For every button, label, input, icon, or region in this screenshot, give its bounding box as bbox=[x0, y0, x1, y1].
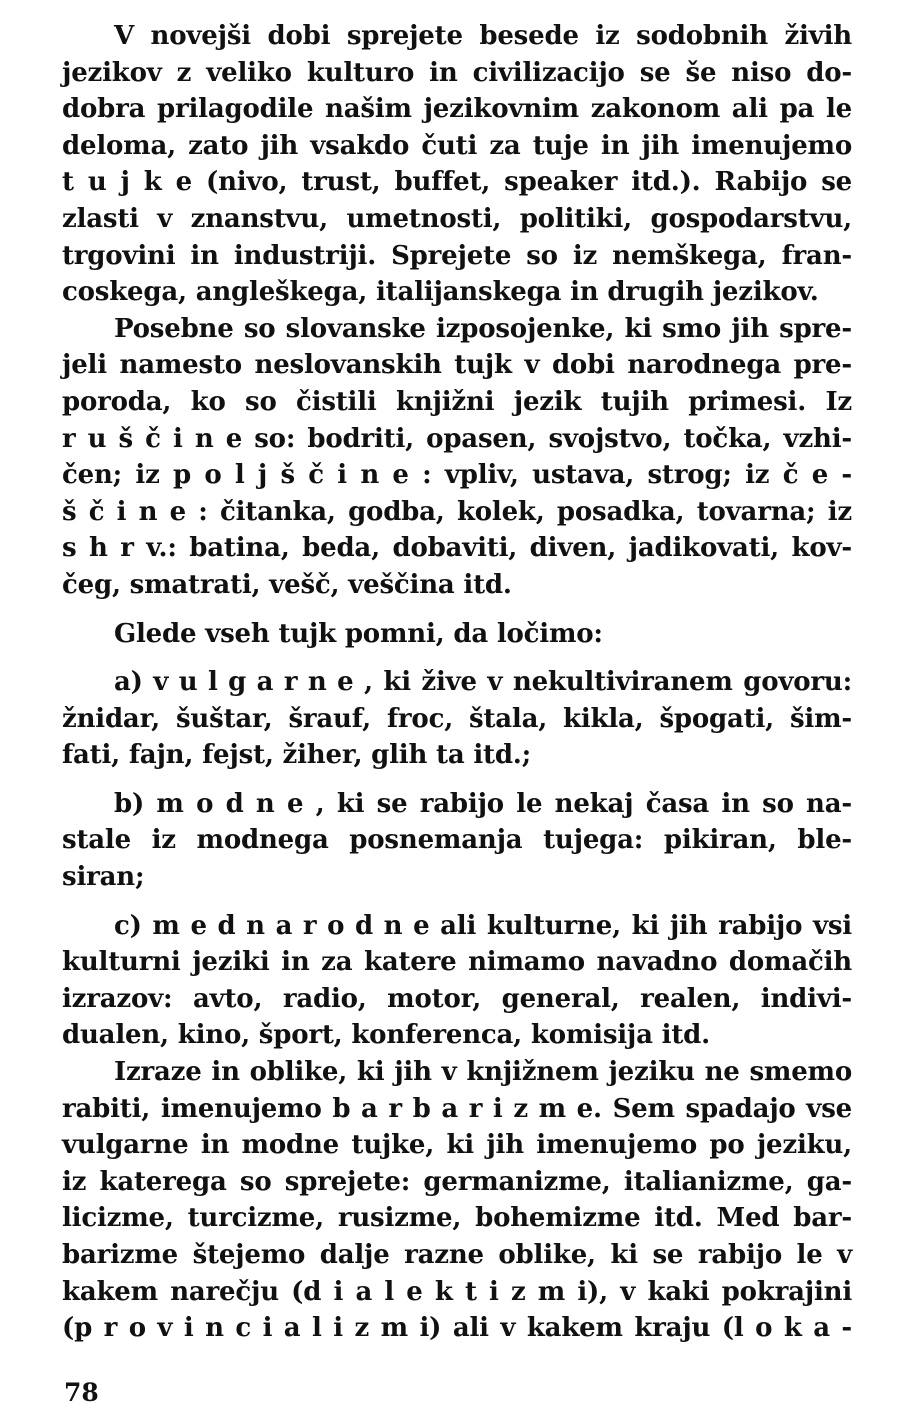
document-body bbox=[62, 18, 852, 1347]
text-line: poroda, ko so čistili knjižni jezik tujih primesi. Iz bbox=[62, 386, 852, 417]
text-line: rabiti, imenujemo b a r b a r i z m e. Sem spadajo vse bbox=[62, 1093, 852, 1124]
page-number: 78 bbox=[64, 1378, 99, 1407]
text-line: jeli namesto neslovanskih tujk v dobi narodnega pre- bbox=[62, 350, 852, 381]
text-line: barizme štejemo dalje razne oblike, ki se rabijo le v bbox=[62, 1240, 852, 1270]
text-line: Glede vseh tujk pomni, da ločimo: bbox=[114, 618, 603, 649]
text-line: deloma, zato jih vsakdo čuti za tuje in jih imenujemo bbox=[62, 130, 852, 161]
text-line: jezikov z veliko kulturo in civilizacijo se še niso do- bbox=[62, 57, 852, 88]
text-line: kakem narečju (d i a l e k t i z m i), v kaki pokrajini bbox=[62, 1276, 852, 1307]
paragraph-gap bbox=[62, 604, 852, 616]
text-line: V novejši dobi sprejete besede iz sodobnih živih bbox=[114, 21, 852, 51]
text-line: zlasti v znanstvu, umetnosti, politiki, gospodarstvu, bbox=[62, 203, 852, 234]
text-line: Posebne so slovanske izposojenke, ki smo jih spre- bbox=[114, 313, 852, 344]
text-line: (p r o v i n c i a l i z m i) ali v kakem kraju (l o k a - bbox=[62, 1313, 852, 1344]
text-line: čen; iz p o l j š č i n e : vpliv, ustava, strog; iz č e - bbox=[62, 460, 852, 491]
text-line: š č i n e : čitanka, godba, kolek, posadka, tovarna; iz bbox=[62, 496, 852, 527]
paragraph bbox=[62, 18, 852, 311]
paragraph bbox=[62, 616, 852, 653]
text-line: siran; bbox=[62, 862, 145, 893]
paragraph bbox=[62, 786, 852, 896]
paragraph-gap bbox=[62, 652, 852, 664]
text-line: r u š č i n e so: bodriti, opasen, svojstvo, točka, vzhi- bbox=[62, 423, 852, 454]
text-line: c) m e d n a r o d n e ali kulturne, ki jih rabijo vsi bbox=[114, 910, 852, 941]
text-line: a) v u l g a r n e , ki žive v nekultiviranem govoru: bbox=[114, 667, 852, 698]
text-line: dualen, kino, šport, konferenca, komisija itd. bbox=[62, 1020, 710, 1051]
text-line: kulturni jeziki in za katere nimamo navadno domačih bbox=[62, 947, 852, 978]
paragraph bbox=[62, 1054, 852, 1347]
text-line: s h r v.: batina, beda, dobaviti, diven, jadikovati, kov- bbox=[62, 533, 852, 564]
text-line: vulgarne in modne tujke, ki jih imenujemo po jeziku, bbox=[62, 1130, 852, 1161]
text-line: licizme, turcizme, rusizme, bohemizme itd. Med bar- bbox=[62, 1203, 852, 1234]
text-line: fati, fajn, fejst, žiher, glih ta itd.; bbox=[62, 740, 532, 771]
text-line: stale iz modnega posnemanja tujega: pikiran, ble- bbox=[62, 825, 852, 856]
text-line: trgovini in industriji. Sprejete so iz nemškega, fran- bbox=[62, 240, 852, 271]
text-line: izrazov: avto, radio, motor, general, realen, indivi- bbox=[62, 983, 852, 1014]
paragraph-gap bbox=[62, 896, 852, 908]
paragraph bbox=[62, 664, 852, 774]
text-line: b) m o d n e , ki se rabijo le nekaj časa in so na- bbox=[114, 788, 852, 819]
text-line: čeg, smatrati, vešč, veščina itd. bbox=[62, 569, 512, 600]
paragraph bbox=[62, 311, 852, 604]
paragraph-gap bbox=[62, 774, 852, 786]
text-line: žnidar, šuštar, šrauf, froc, štala, kikla, špogati, šim- bbox=[62, 703, 852, 734]
text-line: Izraze in oblike, ki jih v knjižnem jeziku ne smemo bbox=[114, 1057, 852, 1088]
text-line: t u j k e (nivo, trust, buffet, speaker itd.). Rabijo se bbox=[62, 167, 852, 198]
text-line: dobra prilagodile našim jezikovnim zakonom ali pa le bbox=[62, 94, 852, 125]
text-line: coskega, angleškega, italijanskega in drugih jezikov. bbox=[62, 277, 819, 308]
text-line: iz katerega so sprejete: germanizme, italianizme, ga- bbox=[62, 1166, 852, 1197]
paragraph bbox=[62, 908, 852, 1054]
